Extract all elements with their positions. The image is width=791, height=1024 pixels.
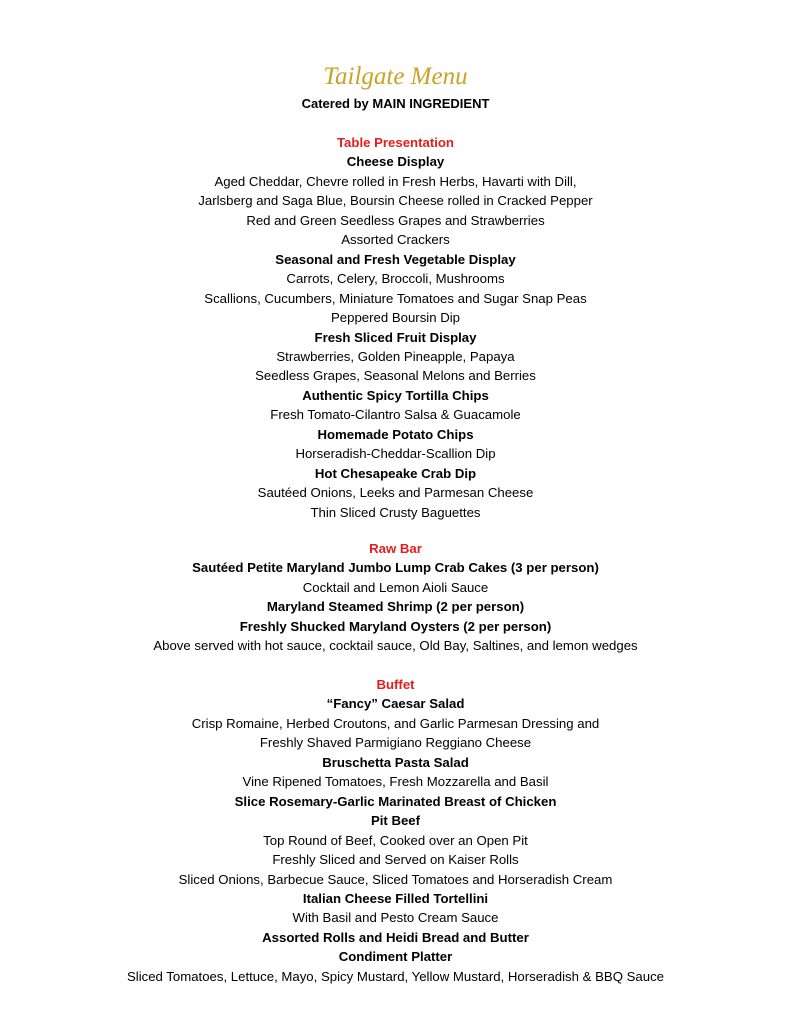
menu-item-description: Thin Sliced Crusty Baguettes (310, 504, 481, 520)
menu-section (0, 539, 791, 656)
menu-item-name: Italian Cheese Filled Tortellini (302, 890, 489, 906)
menu-item-description: Assorted Crackers (341, 232, 450, 248)
menu-item-name: Condiment Platter (338, 949, 453, 965)
menu-item-name: Freshly Shucked Maryland Oysters (2 per person) (239, 618, 552, 634)
menu-item-name: Assorted Rolls and Heidi Bread and Butter (262, 929, 529, 945)
menu-item-description: Top Round of Beef, Cooked over an Open Pit (263, 832, 528, 848)
menu-section (0, 133, 791, 522)
menu-item-description: Carrots, Celery, Broccoli, Mushrooms (286, 271, 505, 287)
section-heading: Buffet (376, 677, 415, 692)
menu-subtitle: Catered by MAIN INGREDIENT (301, 96, 490, 111)
menu-item-name: “Fancy” Caesar Salad (326, 696, 465, 712)
menu-section (0, 675, 791, 986)
menu-item-description: Red and Green Seedless Grapes and Strawberries (246, 212, 545, 228)
section-heading: Table Presentation (336, 135, 454, 150)
menu-item-description: Horseradish-Cheddar-Scallion Dip (295, 446, 496, 462)
section-heading: Raw Bar (369, 541, 422, 556)
menu-item-description: Aged Cheddar, Chevre rolled in Fresh Herbs, Havarti with Dill, (214, 173, 577, 189)
menu-item-description: Fresh Tomato-Cilantro Salsa & Guacamole (270, 407, 521, 423)
menu-item-description: Vine Ripened Tomatoes, Fresh Mozzarella and Basil (242, 774, 549, 790)
menu-title: Tailgate Menu (323, 63, 468, 90)
menu-item-description: Above served with hot sauce, cocktail sauce, Old Bay, Saltines, and lemon wedges (153, 638, 638, 654)
menu-item-description: With Basil and Pesto Cream Sauce (292, 910, 499, 926)
menu-item-name: Seasonal and Fresh Vegetable Display (275, 251, 516, 267)
menu-item-description: Freshly Shaved Parmigiano Reggiano Cheese (259, 735, 532, 751)
menu-item-description: Cocktail and Lemon Aioli Sauce (302, 579, 489, 595)
menu-item-description: Crisp Romaine, Herbed Croutons, and Garlic Parmesan Dressing and (191, 715, 600, 731)
menu-item-name: Authentic Spicy Tortilla Chips (302, 387, 489, 403)
menu-item-description: Sliced Tomatoes, Lettuce, Mayo, Spicy Mustard, Yellow Mustard, Horseradish & BBQ Sauce (126, 968, 665, 984)
menu-item-name: Bruschetta Pasta Salad (322, 754, 469, 770)
menu-item-name: Fresh Sliced Fruit Display (314, 329, 477, 345)
menu-item-description: Seedless Grapes, Seasonal Melons and Berries (255, 368, 536, 384)
menu-item-name: Maryland Steamed Shrimp (2 per person) (266, 599, 525, 615)
menu-item-name: Cheese Display (346, 154, 445, 170)
menu-item-description: Jarlsberg and Saga Blue, Boursin Cheese rolled in Cracked Pepper (198, 193, 593, 209)
menu-item-description: Strawberries, Golden Pineapple, Papaya (276, 348, 515, 364)
menu-item-name: Slice Rosemary-Garlic Marinated Breast of Chicken (234, 793, 557, 809)
menu-item-description: Peppered Boursin Dip (330, 310, 461, 326)
menu-item-description: Freshly Sliced and Served on Kaiser Rolls (272, 852, 519, 868)
menu-item-description: Scallions, Cucumbers, Miniature Tomatoes and Sugar Snap Peas (204, 290, 587, 306)
menu-item-name: Hot Chesapeake Crab Dip (314, 465, 477, 481)
menu-item-name: Sautéed Petite Maryland Jumbo Lump Crab Cakes (3 per person) (192, 560, 599, 576)
menu-item-description: Sliced Onions, Barbecue Sauce, Sliced Tomatoes and Horseradish Cream (178, 871, 613, 887)
menu-item-description: Sautéed Onions, Leeks and Parmesan Cheese (257, 485, 534, 501)
menu-item-name: Homemade Potato Chips (317, 426, 474, 442)
menu-item-name: Pit Beef (370, 813, 421, 829)
